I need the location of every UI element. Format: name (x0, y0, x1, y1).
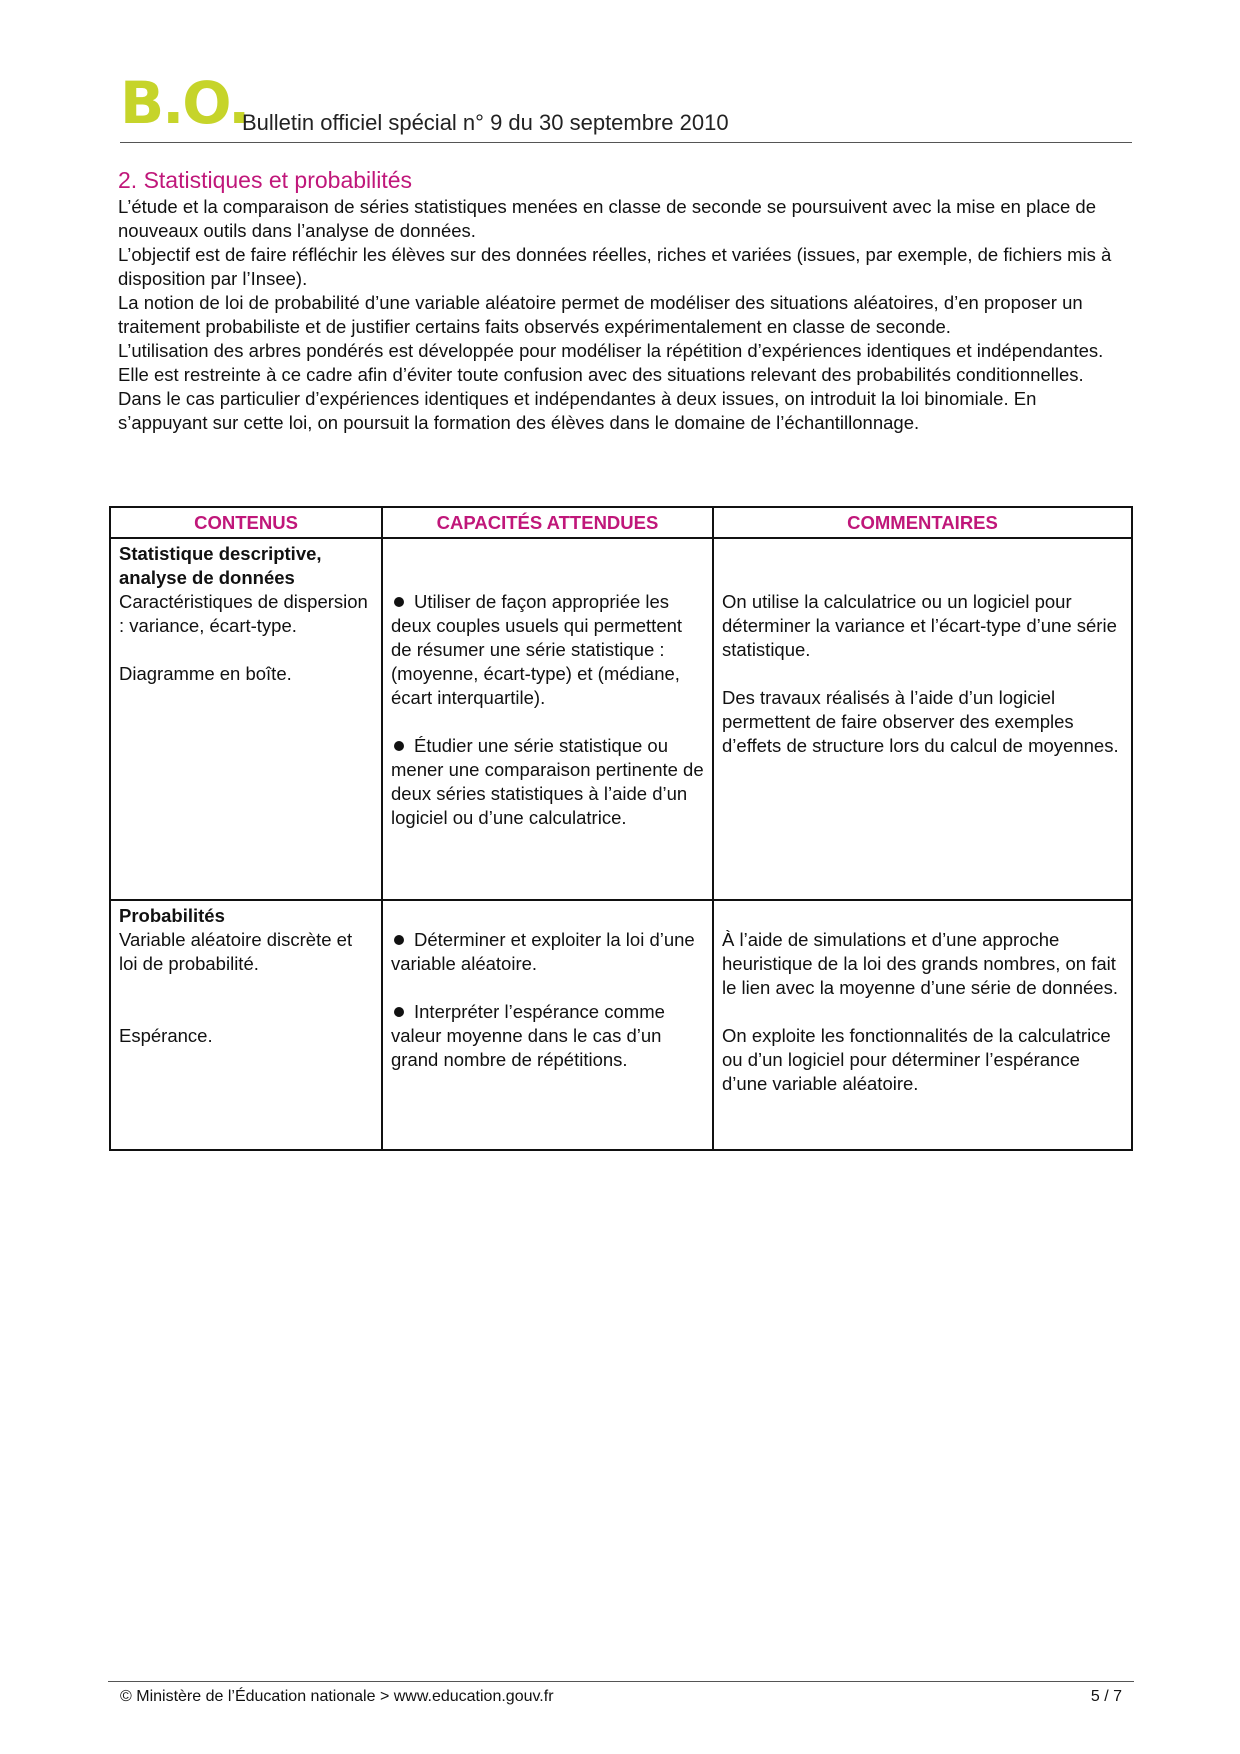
table-row (110, 900, 1132, 1150)
contenus-item: Variable aléatoire discrète et loi de probabilité. (119, 929, 353, 974)
intro-paragraph: Dans le cas particulier d’expériences identiques et indépendantes à deux issues, on introduit la loi binomiale. En s’appuyant sur cette loi, on poursuit la formation des élèves dans le domaine de l’échantillonnage. (118, 388, 1037, 433)
capacite-item: Interpréter l’espérance comme valeur moyenne dans le cas d’un grand nombre de répétitions. (391, 1001, 665, 1070)
commentaires-cell (713, 538, 1132, 900)
capacites-cell (382, 900, 713, 1150)
page-footer (108, 1681, 1134, 1705)
bullet-icon (394, 935, 404, 945)
contenus-item: Espérance. (119, 1025, 213, 1046)
capacite-item: Déterminer et exploiter la loi d’une variable aléatoire. (391, 929, 695, 974)
commentaire-item: On utilise la calculatrice ou un logiciel pour déterminer la variance et l’écart-type d’une série statistique. (722, 591, 1117, 660)
contenus-cell (110, 538, 382, 900)
contenus-item: Caractéristiques de dispersion : variance, écart-type. (119, 591, 368, 636)
commentaire-item: Des travaux réalisés à l’aide d’un logiciel permettent de faire observer des exemples d’effets de structure lors du calcul de moyennes. (722, 687, 1119, 756)
page-number: 5 / 7 (1090, 1688, 1122, 1705)
commentaire-item: On exploite les fonctionnalités de la calculatrice ou d’un logiciel pour déterminer l’espérance d’une variable aléatoire. (722, 1025, 1111, 1094)
bullet-icon (394, 741, 404, 751)
bo-logo: B.O. (120, 69, 249, 137)
section-title: 2. Statistiques et probabilités (118, 167, 413, 193)
intro-paragraph: L’étude et la comparaison de séries statistiques menées en classe de seconde se poursuivent avec la mise en place de nouveaux outils dans l’analyse de données. (118, 196, 1096, 241)
intro-paragraph: L’objectif est de faire réfléchir les élèves sur des données réelles, riches et variées (issues, par exemple, de fichiers mis à disposition par l’Insee). (118, 244, 1112, 289)
program-table (109, 506, 1133, 1151)
table-header-row (110, 507, 1132, 538)
contenus-item: Diagramme en boîte. (119, 663, 292, 684)
commentaire-item: À l’aide de simulations et d’une approche heuristique de la loi des grands nombres, on fait le lien avec la moyenne d’une série de données. (722, 929, 1118, 998)
column-header-capacites: CAPACITÉS ATTENDUES (382, 507, 713, 538)
contenus-cell (110, 900, 382, 1150)
bullet-icon (394, 1007, 404, 1017)
bullet-icon (394, 597, 404, 607)
footer-copyright: © Ministère de l’Éducation nationale > www.education.gouv.fr (120, 1688, 554, 1705)
column-header-contenus: CONTENUS (110, 507, 382, 538)
capacite-item: Utiliser de façon appropriée les deux couples usuels qui permettent de résumer une série statistique : (moyenne, écart-type) et (médiane, écart interquartile). (391, 591, 683, 708)
capacite-item: Étudier une série statistique ou mener une comparaison pertinente de deux séries statistiques à l’aide d’un logiciel ou d’une calculatrice. (391, 735, 704, 828)
bulletin-title: Bulletin officiel spécial n° 9 du 30 septembre 2010 (242, 110, 729, 135)
page-header (120, 69, 1132, 143)
contenus-heading: Probabilités (119, 905, 225, 926)
column-header-commentaires: COMMENTAIRES (713, 507, 1132, 538)
intro-text (118, 195, 1128, 435)
commentaires-cell (713, 900, 1132, 1150)
intro-paragraph: La notion de loi de probabilité d’une variable aléatoire permet de modéliser des situations aléatoires, d’en proposer un traitement probabiliste et de justifier certains faits observés expérimentalement en classe de seconde. (118, 292, 1083, 337)
contenus-heading: Statistique descriptive, analyse de données (119, 543, 322, 588)
capacites-cell (382, 538, 713, 900)
table-row (110, 538, 1132, 900)
intro-paragraph: L’utilisation des arbres pondérés est développée pour modéliser la répétition d’expériences identiques et indépendantes. Elle est restreinte à ce cadre afin d’éviter toute confusion avec des situations relevant des probabilités conditionnelles. (118, 340, 1104, 385)
